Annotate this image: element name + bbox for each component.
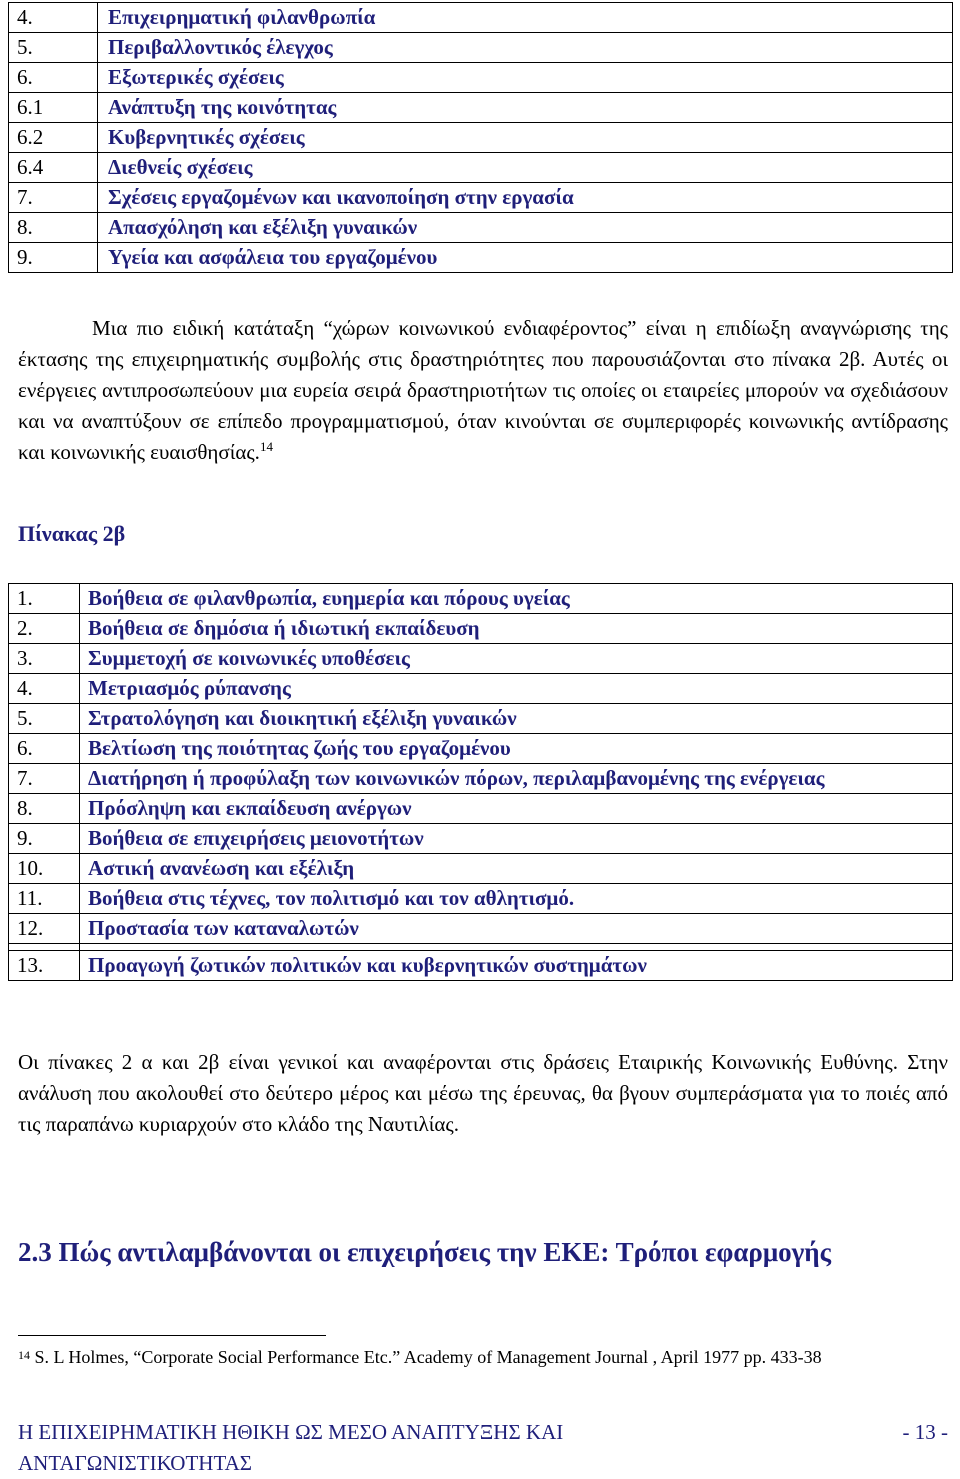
- table-row: [9, 153, 953, 183]
- row-number: 6.4: [9, 153, 98, 183]
- table-row: [9, 704, 953, 734]
- footnote: [18, 1345, 938, 1370]
- footnote-reference[interactable]: 14: [259, 439, 273, 454]
- table-row: [9, 764, 953, 794]
- table-row: [9, 123, 953, 153]
- body-paragraph-1: [18, 313, 948, 468]
- paragraph-text: Μια πιο ειδική κατάταξη “χώρων κοινωνικού ενδιαφέροντος” είναι η επιδίωξη αναγνώρισης της έκτασης της επιχειρηματικής συμβολής στις δραστηριότητες που παρουσιάζονται στο πίνακα 2β. Αυτές οι ενέργειες αντιπροσωπεύουν μια ευρεία σειρά δραστηριοτήτων τις οποίες οι εταιρείες μπορούν να σχεδιάσουν και να αναπτύξουν σε επίπεδο προγραμματισμού, όταν κινούνται σε συμπεριφορές κοινωνικής αντίδρασης και κοινωνικής ευαισθησίας.: [18, 316, 948, 464]
- row-text: Βοήθεια στις τέχνες, τον πολιτισμό και τον αθλητισμό.: [80, 884, 953, 914]
- table-row: [9, 884, 953, 914]
- footnote-number: 14: [18, 1348, 30, 1362]
- row-number: 3.: [9, 644, 80, 674]
- row-number: 2.: [9, 614, 80, 644]
- row-number: 6.1: [9, 93, 98, 123]
- row-number: 8.: [9, 213, 98, 243]
- row-number: 9.: [9, 824, 80, 854]
- footnote-divider: [18, 1335, 326, 1336]
- row-number: 10.: [9, 854, 80, 884]
- row-text: Εξωτερικές σχέσεις: [98, 63, 953, 93]
- row-text: Κυβερνητικές σχέσεις: [98, 123, 953, 153]
- footer-title: Η ΕΠΙΧΕΙΡΗΜΑΤΙΚΗ ΗΘΙΚΗ ΩΣ ΜΕΣΟ ΑΝΑΠΤΥΞΗΣ ΚΑΙ ΑΝΤΑΓΩΝΙΣΤΙΚΟΤΗΤΑΣ: [18, 1420, 564, 1475]
- row-text: Περιβαλλοντικός έλεγχος: [98, 33, 953, 63]
- activities-table-continued: [8, 2, 953, 273]
- row-number: 7.: [9, 183, 98, 213]
- row-number: 9.: [9, 243, 98, 273]
- row-number: 11.: [9, 884, 80, 914]
- table-row: [9, 63, 953, 93]
- table-row: [9, 614, 953, 644]
- row-text: Συμμετοχή σε κοινωνικές υποθέσεις: [80, 644, 953, 674]
- row-text: Αστική ανανέωση και εξέλιξη: [80, 854, 953, 884]
- row-text: Διατήρηση ή προφύλαξη των κοινωνικών πόρων, περιλαμβανομένης της ενέργειας: [80, 764, 953, 794]
- row-text: Προστασία των καταναλωτών: [80, 914, 953, 944]
- table-row: [9, 3, 953, 33]
- table-row: [9, 213, 953, 243]
- row-text: Στρατολόγηση και διοικητική εξέλιξη γυναικών: [80, 704, 953, 734]
- table-row: [9, 854, 953, 884]
- page-number: - 13 -: [902, 1420, 948, 1444]
- row-number: 4.: [9, 674, 80, 704]
- table-row: [9, 243, 953, 273]
- row-text: Βοήθεια σε δημόσια ή ιδιωτική εκπαίδευση: [80, 614, 953, 644]
- row-text: Βοήθεια σε φιλανθρωπία, ευημερία και πόρους υγείας: [80, 584, 953, 614]
- row-number: 7.: [9, 764, 80, 794]
- row-text: Πρόσληψη και εκπαίδευση ανέργων: [80, 794, 953, 824]
- table-row: [9, 93, 953, 123]
- table-spacer-row: [9, 944, 953, 951]
- row-number: 12.: [9, 914, 80, 944]
- row-text: Βελτίωση της ποιότητας ζωής του εργαζομένου: [80, 734, 953, 764]
- row-number: 5.: [9, 33, 98, 63]
- row-number: 6.: [9, 734, 80, 764]
- spacer-cell: [80, 944, 953, 951]
- row-number: 6.2: [9, 123, 98, 153]
- table-row: [9, 794, 953, 824]
- footnote-text: S. L Holmes, “Corporate Social Performance Etc.” Academy of Management Journal , April 1977 pp. 433-38: [30, 1347, 822, 1367]
- row-number: 13.: [9, 951, 80, 981]
- table-title: Πίνακας 2β: [18, 521, 126, 546]
- body-paragraph-2: Οι πίνακες 2 α και 2β είναι γενικοί και αναφέρονται στις δράσεις Εταιρικής Κοινωνικής Ευθύνης. Στην ανάλυση που ακολουθεί στο δεύτερο μέρος και μέσω της έρευνας, θα βγουν συμπεράσματα για το ποιές από τις παραπάνω κυριαρχούν στο κλάδο της Ναυτιλίας.: [18, 1050, 948, 1136]
- table-row: [9, 584, 953, 614]
- row-number: 5.: [9, 704, 80, 734]
- table-row: [9, 644, 953, 674]
- row-text: Υγεία και ασφάλεια του εργαζομένου: [98, 243, 953, 273]
- table-row: [9, 914, 953, 944]
- row-number: 1.: [9, 584, 80, 614]
- table-row: [9, 734, 953, 764]
- row-number: 4.: [9, 3, 98, 33]
- table-row: [9, 33, 953, 63]
- spacer-cell: [9, 944, 80, 951]
- row-text: Ανάπτυξη της κοινότητας: [98, 93, 953, 123]
- row-text: Μετριασμός ρύπανσης: [80, 674, 953, 704]
- section-heading: 2.3 Πώς αντιλαμβάνονται οι επιχειρήσεις την ΕΚΕ: Τρόποι εφαρμογής: [18, 1237, 832, 1267]
- table-row: [9, 674, 953, 704]
- row-text: Απασχόληση και εξέλιξη γυναικών: [98, 213, 953, 243]
- table-row: [9, 824, 953, 854]
- row-text: Διεθνείς σχέσεις: [98, 153, 953, 183]
- table-row: [9, 951, 953, 981]
- row-number: 8.: [9, 794, 80, 824]
- row-text: Σχέσεις εργαζομένων και ικανοποίηση στην εργασία: [98, 183, 953, 213]
- row-text: Επιχειρηματική φιλανθρωπία: [98, 3, 953, 33]
- table-row: [9, 183, 953, 213]
- row-number: 6.: [9, 63, 98, 93]
- row-text: Προαγωγή ζωτικών πολιτικών και κυβερνητικών συστημάτων: [80, 951, 953, 981]
- activities-table-2b: [8, 583, 953, 981]
- row-text: Βοήθεια σε επιχειρήσεις μειονοτήτων: [80, 824, 953, 854]
